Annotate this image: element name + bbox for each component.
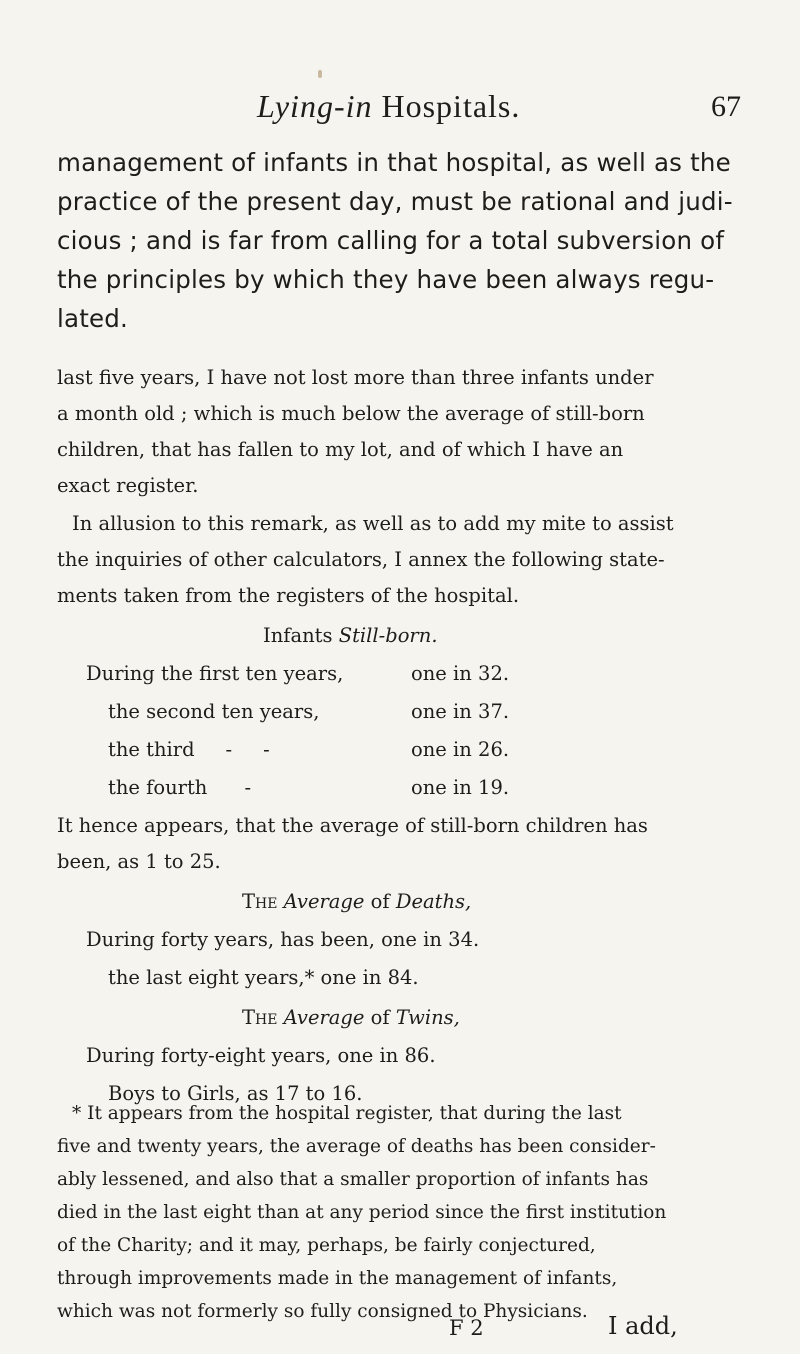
heading-of: of (370, 890, 390, 913)
stillborn-rate: one in 32. (411, 662, 510, 685)
twins-heading (242, 1006, 460, 1029)
running-title-rest: Hospitals. (381, 88, 521, 124)
footnote-line: ably lessened, and also that a smaller proportion of infants has (57, 1169, 649, 1190)
twins-row: Boys to Girls, as 17 to 16. (108, 1082, 363, 1105)
stillborn-period: the fourth - (108, 776, 252, 799)
deaths-heading (242, 890, 471, 913)
deaths-row: During forty years, has been, one in 34. (86, 928, 480, 951)
heading-of: of (370, 1006, 390, 1029)
ink-mark (318, 70, 322, 78)
text-line: the principles by which they have been always regu- (57, 265, 715, 294)
stillborn-rate: one in 37. (411, 700, 510, 723)
text-line: In allusion to this remark, as well as to add my mite to assist (72, 512, 674, 535)
heading-plain: The (242, 890, 278, 913)
stillborn-heading (263, 624, 438, 647)
running-title-italic: Lying-in (257, 88, 373, 124)
footnote-line: died in the last eight than at any period since the first institution (57, 1202, 667, 1223)
running-title (257, 88, 520, 125)
deaths-row: the last eight years,* one in 84. (108, 966, 419, 989)
footnote-line: which was not formerly so fully consigned to Physicians. (57, 1301, 588, 1322)
footnote-line: five and twenty years, the average of deaths has been consider- (57, 1136, 656, 1157)
heading-italic: Average (283, 1006, 365, 1029)
heading-italic: Average (283, 890, 365, 913)
stillborn-period: During the first ten years, (86, 662, 344, 685)
text-line: ments taken from the registers of the hospital. (57, 584, 520, 607)
text-line: cious ; and is far from calling for a total subversion of (57, 226, 725, 255)
stillborn-rate: one in 19. (411, 776, 510, 799)
footnote-line: through improvements made in the management of infants, (57, 1268, 618, 1289)
text-line: exact register. (57, 474, 199, 497)
stillborn-period: the third - - (108, 738, 270, 761)
heading-italic-2: Deaths, (395, 890, 472, 913)
footnote-line: * It appears from the hospital register, that during the last (72, 1103, 622, 1124)
text-line: lated. (57, 304, 129, 333)
text-line: children, that has fallen to my lot, and of which I have an (57, 438, 624, 461)
text-line: practice of the present day, must be rational and judi- (57, 187, 733, 216)
signature-mark: F 2 (449, 1316, 484, 1340)
running-header (0, 88, 800, 138)
heading-plain: Infants (263, 624, 333, 647)
page-number: 67 (711, 90, 741, 123)
text-line: the inquiries of other calculators, I annex the following state- (57, 548, 665, 571)
heading-plain: The (242, 1006, 278, 1029)
heading-italic: Still-born. (338, 624, 438, 647)
text-line: been, as 1 to 25. (57, 850, 221, 873)
text-line: last five years, I have not lost more than three infants under (57, 366, 654, 389)
stillborn-rate: one in 26. (411, 738, 510, 761)
text-line: a month old ; which is much below the average of still-born (57, 402, 645, 425)
twins-row: During forty-eight years, one in 86. (86, 1044, 436, 1067)
footnote-line: of the Charity; and it may, perhaps, be fairly conjectured, (57, 1235, 596, 1256)
heading-italic-2: Twins, (395, 1006, 460, 1029)
catchword: I add, (608, 1312, 678, 1340)
text-line: It hence appears, that the average of still-born children has (57, 814, 648, 837)
text-line: management of infants in that hospital, as well as the (57, 148, 731, 177)
stillborn-period: the second ten years, (108, 700, 320, 723)
